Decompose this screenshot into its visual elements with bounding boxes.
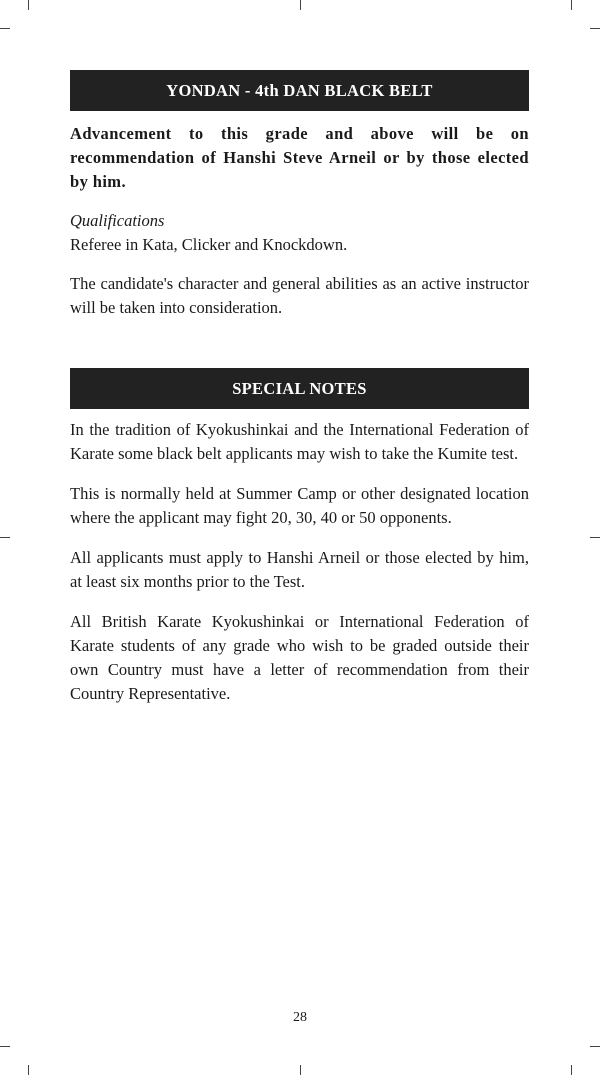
page-number: 28 <box>293 1010 307 1025</box>
crop-mark-bottom-right <box>571 1065 572 1075</box>
crop-mark-right-middle <box>590 537 600 538</box>
qualifications-text: Referee in Kata, Clicker and Knockdown. <box>70 235 348 254</box>
special-notes-paragraph: In the tradition of Kyokushinkai and the International Federation of Karate some black belt applicants may wish to take the Kumite test. <box>70 420 529 463</box>
crop-mark-left-middle <box>0 537 10 538</box>
special-notes-paragraph: All applicants must apply to Hanshi Arneil or those elected by him, at least six months prior to the Test. <box>70 548 529 591</box>
advancement-paragraph: Advancement to this grade and above will be on recommendation of Hanshi Steve Arneil or by those elected by him. <box>70 124 529 191</box>
page-content <box>70 70 529 706</box>
special-notes-paragraph: This is normally held at Summer Camp or other designated location where the applicant may fight 20, 30, 40 or 50 opponents. <box>70 484 529 527</box>
section-heading-yondan <box>70 70 529 111</box>
special-notes-paragraph: All British Karate Kyokushinkai or International Federation of Karate students of any grade who wish to be graded outside their own Country must have a letter of recommendation from their Country Representative. <box>70 612 529 703</box>
crop-mark-bottom-left <box>28 1065 29 1075</box>
crop-mark-left-top <box>0 28 10 29</box>
crop-mark-top-right <box>571 0 572 10</box>
candidate-note-paragraph: The candidate's character and general abilities as an active instructor will be taken into consideration. <box>70 274 529 317</box>
crop-mark-top-center <box>300 0 301 10</box>
crop-mark-left-bottom <box>0 1046 10 1047</box>
crop-mark-right-top <box>590 28 600 29</box>
crop-mark-top-left <box>28 0 29 10</box>
crop-mark-right-bottom <box>590 1046 600 1047</box>
section-heading-special-notes <box>70 368 529 409</box>
section-heading-text: YONDAN - 4th DAN BLACK BELT <box>166 80 433 100</box>
crop-mark-bottom-center <box>300 1065 301 1075</box>
section-heading-text: SPECIAL NOTES <box>232 378 367 398</box>
qualifications-label: Qualifications <box>70 211 165 230</box>
